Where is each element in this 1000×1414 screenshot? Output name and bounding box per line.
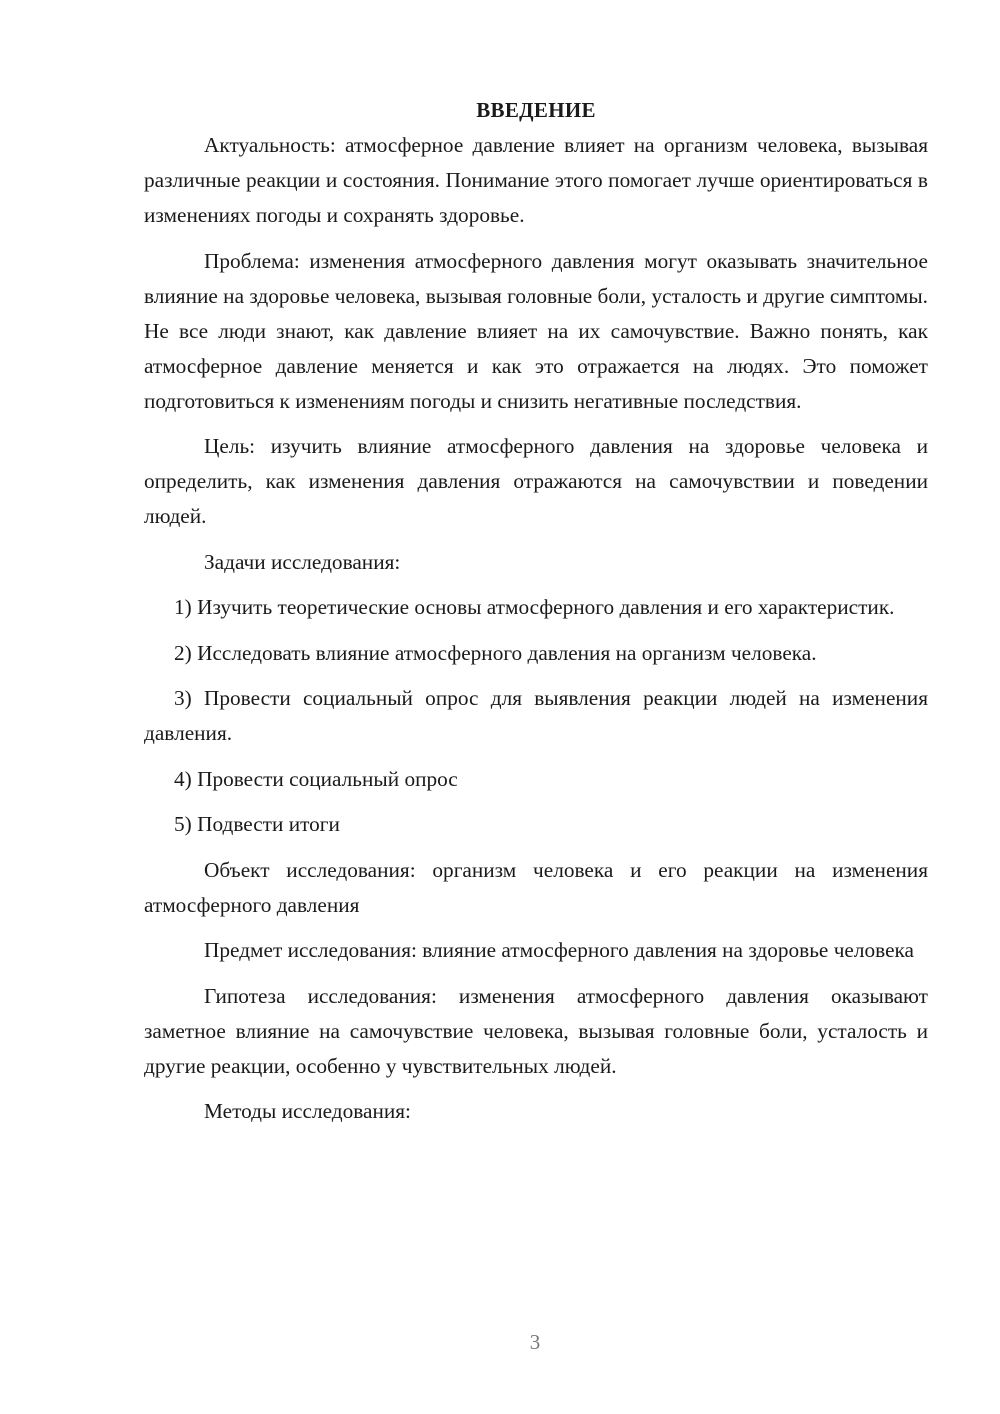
- task-item-4: 4) Провести социальный опрос: [174, 766, 458, 791]
- task-item-1: 1) Изучить теоретические основы атмосферного давления и его характеристик.: [174, 595, 895, 619]
- paragraph-problem: Проблема: изменения атмосферного давления могут оказывать значительное влияние на здоровье человека, вызывая головные боли, усталость и другие симптомы. Не все люди знают, как давление влияет на их самочувствие. Важно понять, как атмосферное давление меняется и как это отражается на людях. Это поможет подготовиться к изменениям погоды и снизить негативные последствия.: [144, 248, 928, 413]
- paragraph-object: Объект исследования: организм человека и его реакции на изменения атмосферного давления: [144, 857, 928, 917]
- page-number: 3: [529, 1330, 541, 1354]
- paragraph-goal: Цель: изучить влияние атмосферного давления на здоровье человека и определить, как изменения давления отражаются на самочувствии и поведении людей.: [144, 434, 928, 528]
- task-item-5: 5) Подвести итоги: [174, 812, 340, 836]
- page-title: ВВЕДЕНИЕ: [476, 98, 596, 122]
- paragraph-subject: Предмет исследования: влияние атмосферного давления на здоровье человека: [204, 938, 914, 962]
- paragraph-relevance: Актуальность: атмосферное давление влияет на организм человека, вызывая различные реакции и состояния. Понимание этого помогает лучше ориентироваться в изменениях погоды и сохранять здоровье.: [144, 133, 928, 227]
- tasks-heading: Задачи исследования:: [204, 549, 401, 574]
- paragraph-hypothesis: Гипотеза исследования: изменения атмосферного давления оказывают заметное влияние на самочувствие человека, вызывая головные боли, усталость и другие реакции, особенно у чувствительных людей.: [144, 983, 928, 1078]
- methods-heading: Методы исследования:: [204, 1099, 411, 1123]
- document-page: [144, 92, 928, 1140]
- task-item-3: 3) Провести социальный опрос для выявления реакции людей на изменения давления.: [144, 686, 928, 745]
- task-item-2: 2) Исследовать влияние атмосферного давления на организм человека.: [174, 640, 817, 665]
